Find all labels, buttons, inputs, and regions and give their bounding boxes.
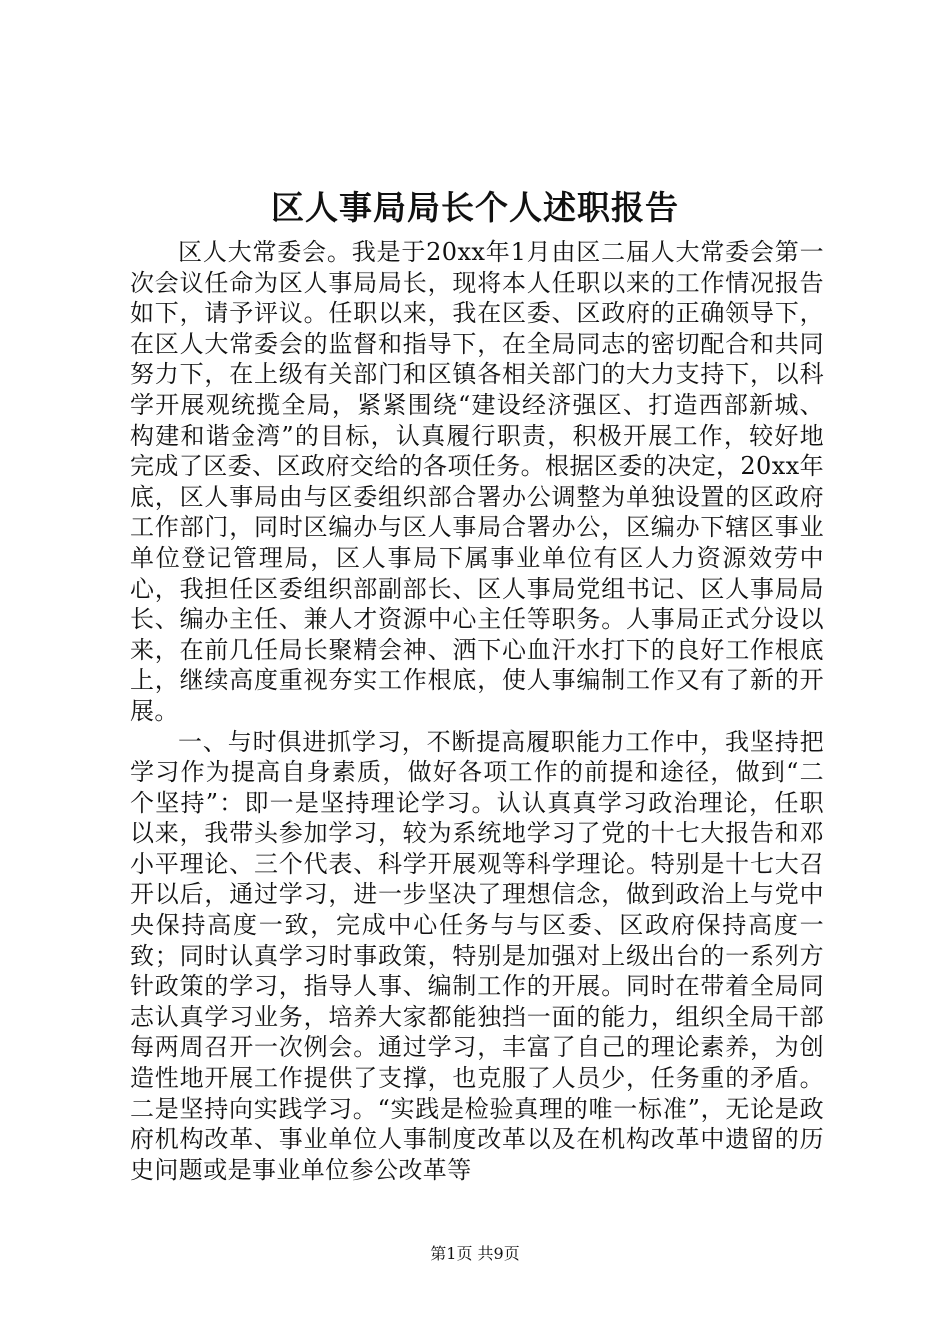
document-body <box>130 237 824 1185</box>
document-title: 区人事局局长个人述职报告 <box>271 188 679 227</box>
page-footer: 第1页 共9页 <box>430 1244 520 1263</box>
paragraph-section-1: 一、与时俱进抓学习，不断提高履职能力工作中，我坚持把学习作为提高自身素质，做好各项工作的前提和途径，做到“二个坚持”：即一是坚持理论学习。认认真真学习政治理论，任职以来，我带头参加学习，较为系统地学习了党的十七大报告和邓小平理论、三个代表、科学开展观等科学理论。特别是十七大召开以后，通过学习，进一步坚决了理想信念，做到政治上与党中央保持高度一致，完成中心任务与与区委、区政府保持高度一致；同时认真学习时事政策，特别是加强对上级出台的一系列方针政策的学习，指导人事、编制工作的开展。同时在带着全局同志认真学习业务，培养大家都能独挡一面的能力，组织全局干部每两周召开一次例会。通过学习，丰富了自己的理论素养，为创造性地开展工作提供了支撑，也克服了人员少，任务重的矛盾。二是坚持向实践学习。“实践是检验真理的唯一标准”，无论是政府机构改革、事业单位人事制度改革以及在机构改革中遗留的历史问题或是事业单位参公改革等 <box>130 727 824 1184</box>
paragraph-intro: 区人大常委会。我是于20xx年1月由区二届人大常委会第一次会议任命为区人事局局长，现将本人任职以来的工作情况报告如下，请予评议。任职以来，我在区委、区政府的正确领导下，在区人大常委会的监督和指导下，在全局同志的密切配合和共同努力下，在上级有关部门和区镇各相关部门的大力支持下，以科学开展观统揽全局，紧紧围绕“建设经济强区、打造西部新城、构建和谐金湾”的目标，认真履行职责，积极开展工作，较好地完成了区委、区政府交给的各项任务。根据区委的决定，20xx年底，区人事局由与区委组织部合署办公调整为单独设置的区政府工作部门，同时区编办与区人事局合署办公，区编办下辖区事业单位登记管理局，区人事局下属事业单位有区人力资源效劳中心，我担任区委组织部副部长、区人事局党组书记、区人事局局长、编办主任、兼人才资源中心主任等职务。人事局正式分设以来，在前几任局长聚精会神、洒下心血汗水打下的良好工作根底上，继续高度重视夯实工作根底，使人事编制工作又有了新的开展。 <box>130 238 824 725</box>
